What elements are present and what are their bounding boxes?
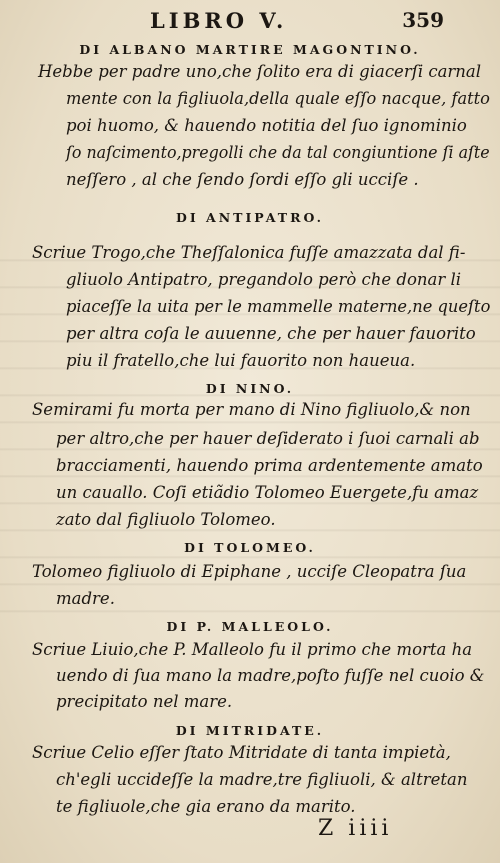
section-heading: DI ANTIPATRO. (175, 210, 324, 225)
section-heading: DI TOLOMEO. (184, 540, 316, 555)
text-line: piaceſſe la uita per le mammelle materne,ne queſto (66, 297, 491, 316)
section-heading: DI NINO. (205, 381, 295, 396)
text-line: zato dal figliuolo Tolomeo. (56, 510, 276, 529)
text-line: piu il fratello,che lui fauorito non haueua. (66, 351, 416, 370)
text-line: Scriue Trogo,che Theſſalonica fuſſe amazzata dal fi- (32, 243, 466, 262)
running-title: LIBRO V. (150, 8, 288, 33)
section-heading: DI ALBANO MARTIRE MAGONTINO. (79, 42, 421, 57)
text-line: mente con la figliuola,della quale eſſo nacque, fatto (66, 89, 490, 108)
text-line: Tolomeo figliuolo di Epiphane , ucciſe Cleopatra ſua (32, 562, 467, 581)
text-line: gliuolo Antipatro, pregandolo però che donar li (66, 270, 462, 289)
text-line: precipitato nel mare. (56, 692, 233, 711)
signature-mark: Z iiii (318, 816, 393, 841)
text-line: Scriue Celio eſſer ſtato Mitridate di tanta impietà, (32, 743, 451, 762)
text-line: Scriue Liuio,che P. Malleolo fu il primo che morta ha (32, 640, 473, 659)
text-line: te figliuole,che gia erano da marito. (56, 797, 356, 816)
text-line: neſſero , al che ſendo ſordi eſſo gli ucciſe . (66, 170, 419, 189)
page-number: 359 (402, 8, 444, 32)
text-line: un cauallo. Coſi etiãdio Tolomeo Euergete,fu amaz (56, 483, 479, 502)
text-line: per altro,che per hauer deſiderato i ſuoi carnali ab (56, 429, 480, 448)
text-line: madre. (56, 589, 115, 608)
text-line: Semirami fu morta per mano di Nino figliuolo,& non (32, 400, 471, 419)
text-line: poi huomo, & hauendo notitia del ſuo ignominio (66, 116, 467, 135)
section-heading: DI P. MALLEOLO. (166, 619, 334, 634)
text-line: ſo naſcimento,pregolli che da tal congiuntione ſi aſte (66, 143, 490, 162)
text-line: Hebbe per padre uno,che ſolito era di giacerſi carnal (38, 62, 482, 81)
page-header (0, 6, 500, 36)
show-through-texture (0, 235, 500, 615)
text-line: uendo di ſua mano la madre,poſto fuſſe nel cuoio & (56, 666, 485, 685)
text-line: per altra coſa le auuenne, che per hauer fauorito (66, 324, 476, 343)
text-line: ch'egli uccideſſe la madre,tre figliuoli, & altretan (56, 770, 468, 789)
text-line: bracciamenti, hauendo prima ardentemente amato (56, 456, 483, 475)
section-heading: DI MITRIDATE. (175, 723, 325, 738)
